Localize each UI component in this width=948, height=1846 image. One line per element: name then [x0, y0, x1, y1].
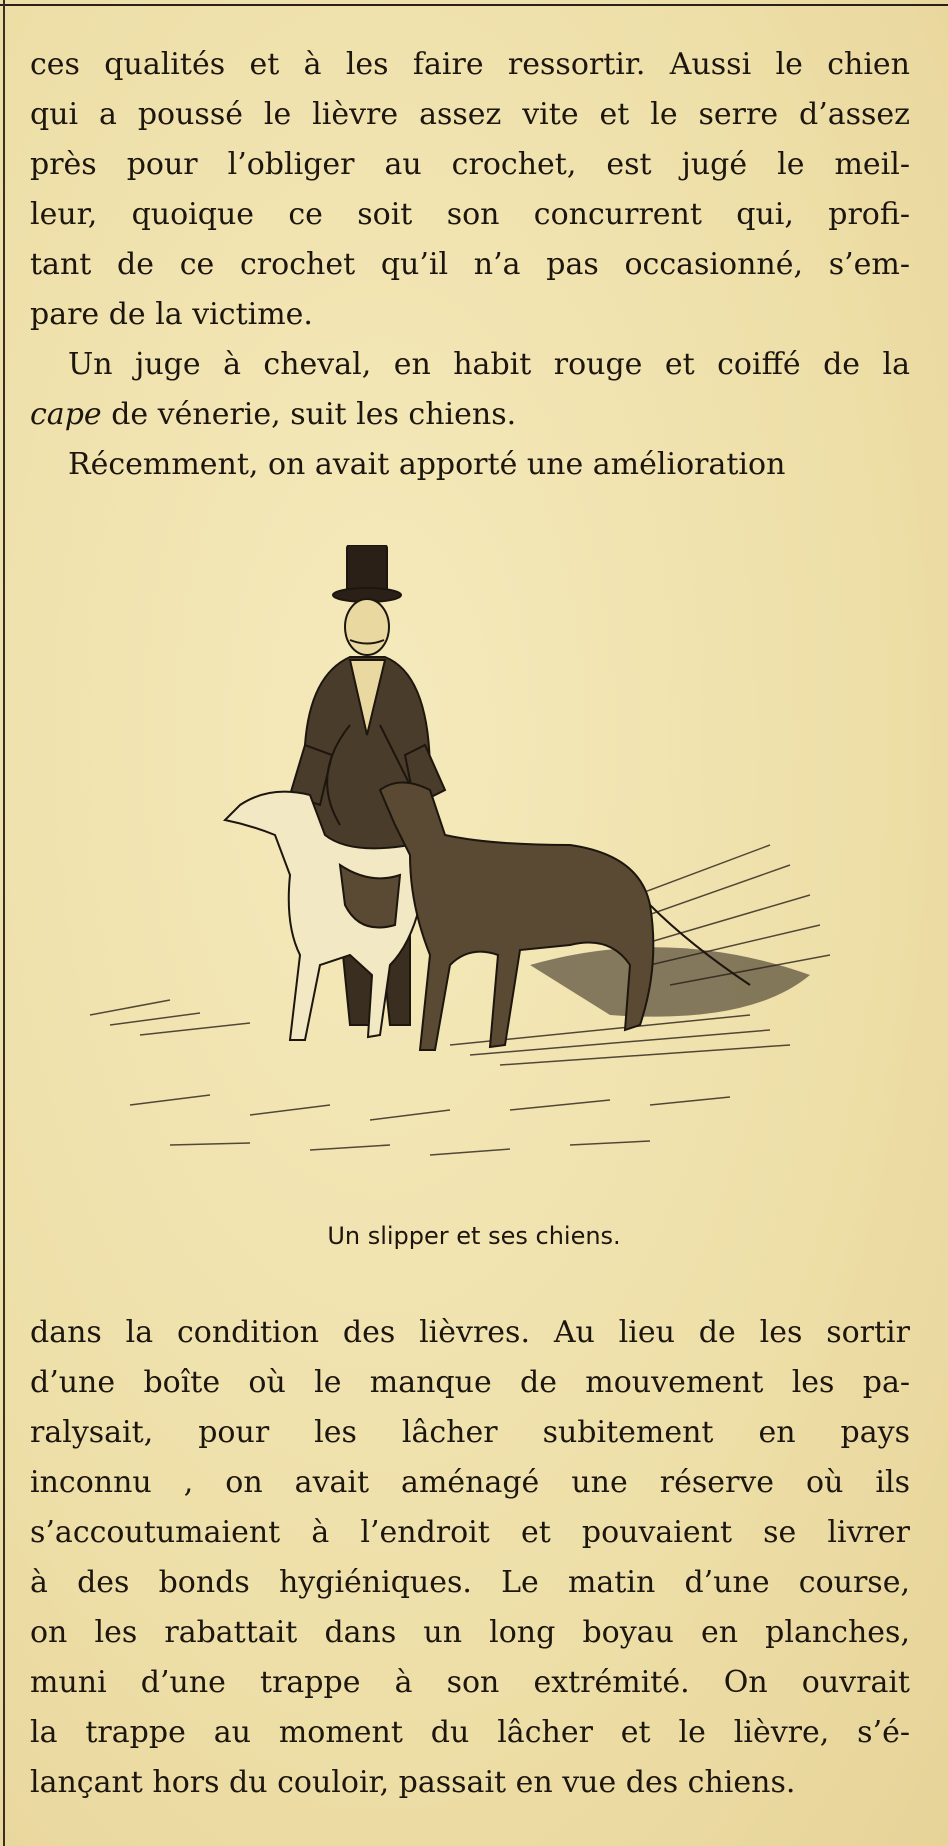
- text-line: tant de ce crochet qu’il n’a pas occasionné, s’em-: [30, 247, 910, 282]
- italic-word: cape: [30, 397, 102, 432]
- text-line: près pour l’obliger au crochet, est jugé le meil-: [30, 147, 910, 182]
- text-line-with-italic: [30, 390, 910, 440]
- text-line: qui a poussé le lièvre assez vite et le serre d’assez: [30, 97, 910, 132]
- text-line: à des bonds hygiéniques. Le matin d’une course,: [30, 1565, 910, 1600]
- text-fragment: de vénerie, suit les chiens.: [101, 397, 517, 432]
- figure-caption: Un slipper et ses chiens.: [327, 1222, 621, 1250]
- text-line: la trappe au moment du lâcher et le lièvre, s’é-: [30, 1715, 910, 1750]
- text-line: leur, quoique ce soit son concurrent qui, profi-: [30, 197, 910, 232]
- text-block-bottom: [30, 1308, 910, 1808]
- text-line: pare de la victime.: [30, 297, 313, 332]
- paragraph-3: [30, 440, 910, 490]
- text-line: Un juge à cheval, en habit rouge et coiffé de la: [68, 347, 910, 382]
- shadow-patch: [530, 947, 810, 1016]
- text-line: inconnu , on avait aménagé une réserve où ils: [30, 1465, 910, 1500]
- text-line: lançant hors du couloir, passait en vue des chiens.: [30, 1765, 796, 1800]
- text-line: d’une boîte où le manque de mouvement les pa-: [30, 1365, 910, 1400]
- text-line: s’accoutumaient à l’endroit et pouvaient se livrer: [30, 1515, 910, 1550]
- text-block-top: [30, 40, 910, 490]
- paragraph-2: [30, 340, 910, 440]
- paragraph-4: [30, 1308, 910, 1808]
- paragraph-1: [30, 40, 910, 340]
- column-rule: [3, 0, 5, 1846]
- top-rule: [0, 4, 948, 6]
- text-line: ralysait, pour les lâcher subitement en pays: [30, 1415, 910, 1450]
- text-line: muni d’une trappe à son extrémité. On ouvrait: [30, 1665, 910, 1700]
- text-line: dans la condition des lièvres. Au lieu de les sortir: [30, 1315, 910, 1350]
- text-line: ces qualités et à les faire ressortir. Aussi le chien: [30, 47, 910, 82]
- text-line: on les rabattait dans un long boyau en planches,: [30, 1615, 910, 1650]
- text-line: Récemment, on avait apporté une amélioration: [68, 447, 786, 482]
- engraving-illustration: [50, 545, 900, 1195]
